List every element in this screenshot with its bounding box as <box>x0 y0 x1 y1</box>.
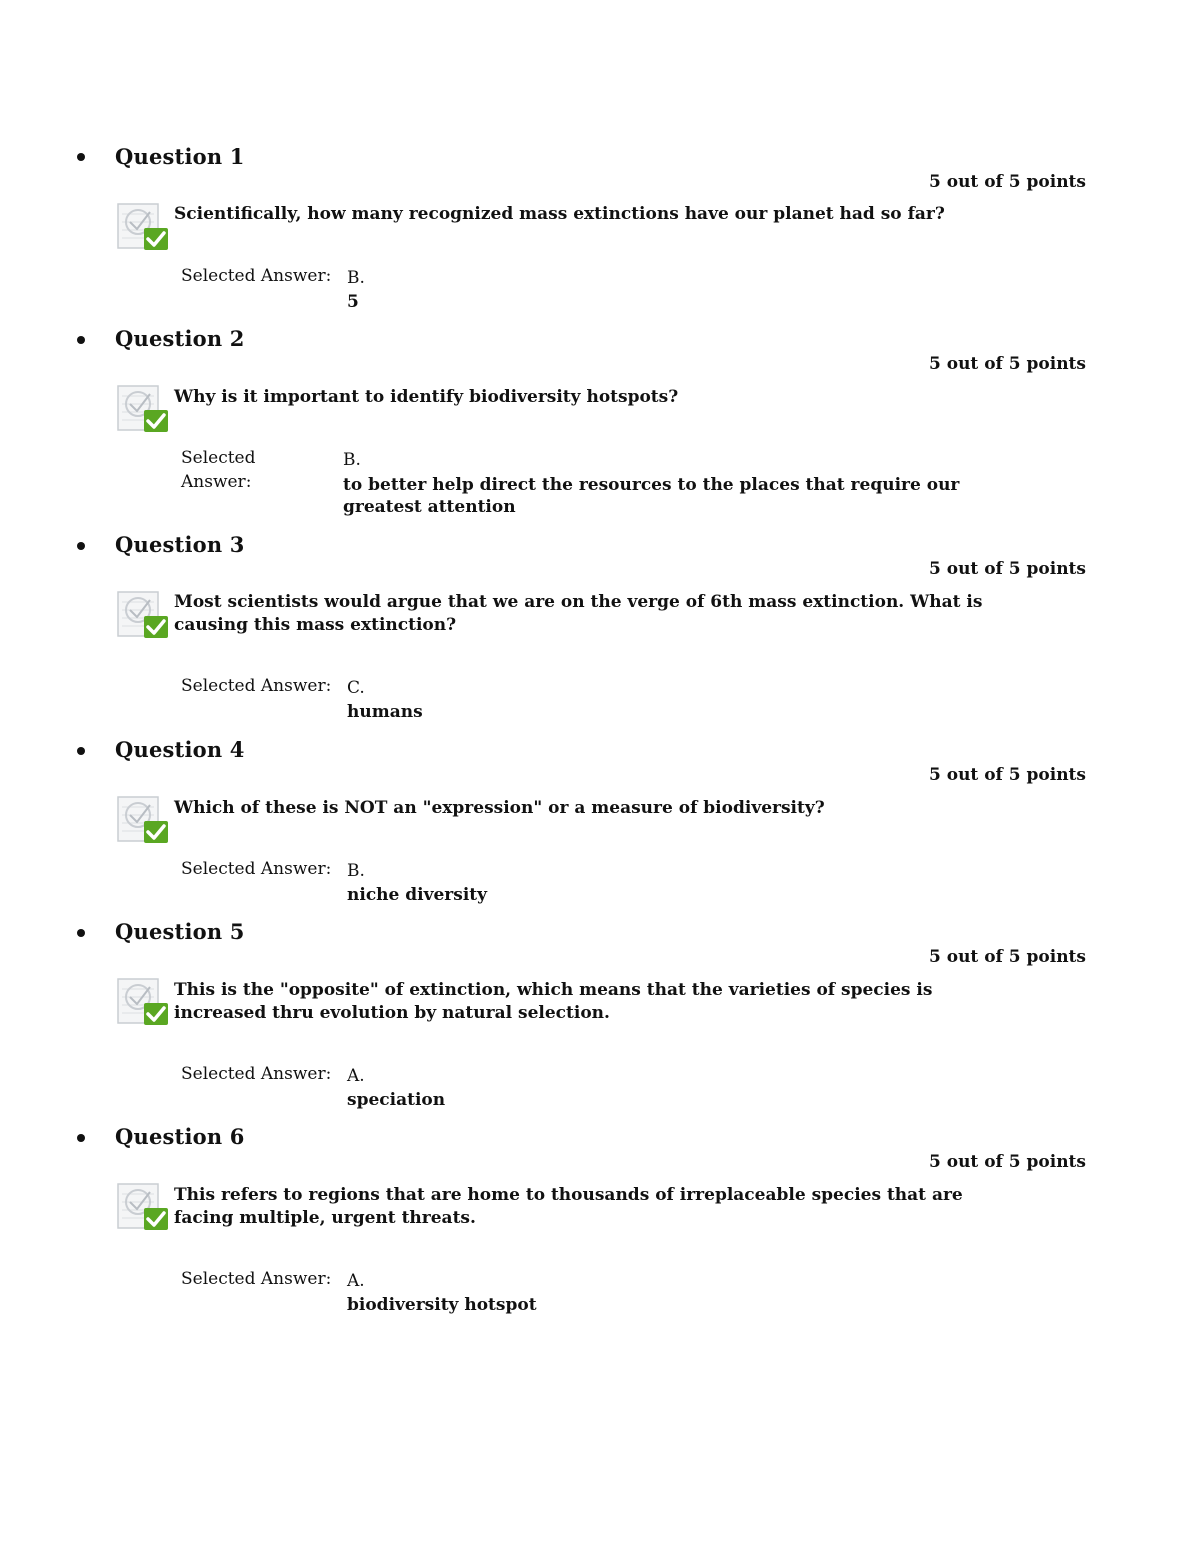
answer-letter: C. <box>347 678 365 698</box>
question-points: 5 out of 5 points <box>928 947 1086 967</box>
question-text: Which of these is NOT an "expression" or a measure of biodiversity? <box>174 798 825 818</box>
correct-check-icon <box>116 975 170 1029</box>
answer-value: humans <box>347 702 423 722</box>
selected-answer-label: Selected Answer: <box>181 266 332 286</box>
question-title: Question 4 <box>115 737 245 762</box>
correct-check-icon <box>116 793 170 847</box>
question-title: Question 6 <box>115 1124 245 1149</box>
question-title: Question 1 <box>115 144 245 169</box>
question-title: Question 2 <box>115 326 245 351</box>
answer-letter: A. <box>347 1066 365 1086</box>
answer-letter: B. <box>347 268 365 288</box>
answer-value: to better help direct the resources to the places that require our greatest attention <box>343 475 960 517</box>
question-points: 5 out of 5 points <box>928 1152 1086 1172</box>
answer-letter: A. <box>347 1271 365 1291</box>
answer-value: biodiversity hotspot <box>347 1295 537 1315</box>
question-title: Question 3 <box>115 532 245 557</box>
correct-check-icon <box>116 382 170 436</box>
bullet <box>77 153 85 161</box>
question-text: Most scientists would argue that we are on the verge of 6th mass extinction. What is causing this mass extinction? <box>174 592 983 635</box>
question-text: Why is it important to identify biodiversity hotspots? <box>174 387 679 407</box>
correct-check-icon <box>116 588 170 642</box>
answer-value: niche diversity <box>347 885 488 905</box>
answer-letter: B. <box>343 450 361 470</box>
question-points: 5 out of 5 points <box>928 354 1086 374</box>
selected-answer-label: Selected Answer: <box>181 1269 332 1289</box>
selected-answer-label-line2: Answer: <box>181 472 252 492</box>
answer-value: speciation <box>347 1090 446 1110</box>
correct-check-icon <box>116 1180 170 1234</box>
answer-value: 5 <box>347 292 359 312</box>
selected-answer-label-line1: Selected <box>181 448 256 468</box>
bullet <box>77 1134 85 1142</box>
question-text: This is the "opposite" of extinction, which means that the varieties of species is increased thru evolution by natural selection. <box>174 980 933 1023</box>
bullet <box>77 929 85 937</box>
question-title: Question 5 <box>115 919 245 944</box>
correct-check-icon <box>116 200 170 254</box>
question-points: 5 out of 5 points <box>928 559 1086 579</box>
bullet <box>77 542 85 550</box>
bullet <box>77 747 85 755</box>
selected-answer-label: Selected Answer: <box>181 1064 332 1084</box>
selected-answer-label: Selected Answer: <box>181 859 332 879</box>
answer-letter: B. <box>347 861 365 881</box>
question-points: 5 out of 5 points <box>928 765 1086 785</box>
question-points: 5 out of 5 points <box>928 172 1086 192</box>
bullet <box>77 336 85 344</box>
question-text: Scientifically, how many recognized mass extinctions have our planet had so far? <box>174 204 945 224</box>
selected-answer-label: Selected Answer: <box>181 676 332 696</box>
question-text: This refers to regions that are home to thousands of irreplaceable species that are facing multiple, urgent threats. <box>174 1185 963 1228</box>
